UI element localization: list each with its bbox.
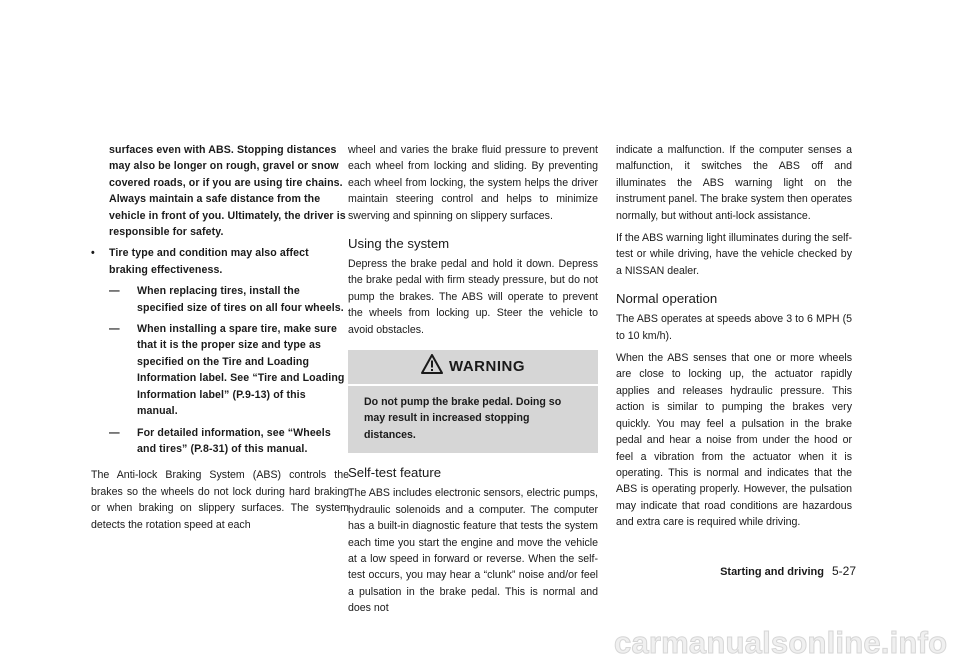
- warning-continuation-text: surfaces even with ABS. Stopping distances may also be longer on rough, gravel or snow covered roads, or if you are using tire chains. Always maintain a safe distance from the vehicle in front of you. Ultimately, the driver is responsible for safety.: [109, 144, 346, 239]
- warning-text: Do not pump the brake pedal. Doing so may result in increased stopping distances.: [364, 396, 562, 441]
- self-test-paragraph: The ABS includes electronic sensors, electric pumps, hydraulic solenoids and a computer. The computer has a built-in diagnostic feature that tests the system each time you start the engine and move the vehicle at a low speed in forward or reverse. When the self-test occurs, you may hear a “clunk” noise and/or feel a pulsation in the brake pedal. This is normal and does not: [348, 487, 598, 615]
- warning-title: WARNING: [449, 357, 525, 375]
- page-number: 5-27: [831, 564, 856, 578]
- heading-using-the-system: Using the system: [348, 236, 450, 252]
- dealer-paragraph: If the ABS warning light illuminates during the self-test or while driving, have the vehicle checked by a NISSAN dealer.: [616, 232, 852, 277]
- bullet-text: Tire type and condition may also affect braking effectiveness.: [109, 247, 309, 276]
- column-left: [91, 142, 349, 533]
- using-system-paragraph: Depress the brake pedal and hold it down. Depress the brake pedal with firm steady pressure, but do not pump the brakes. The ABS will operate to prevent the wheels from locking up. Steer the vehicle to avoid obstacles.: [348, 258, 598, 336]
- dash-item-text: When replacing tires, install the specified size of tires on all four wheels.: [137, 285, 344, 314]
- footer-section-title: Starting and driving: [720, 566, 824, 578]
- dash-item: [91, 321, 349, 419]
- abs-description-paragraph: The Anti-lock Braking System (ABS) controls the brakes so the wheels do not lock during hard braking or when braking on slippery surfaces. The system detects the rotation speed at each: [91, 469, 349, 531]
- warning-continuation: [91, 142, 349, 457]
- column-right: [616, 142, 852, 531]
- speed-paragraph: The ABS operates at speeds above 3 to 6 MPH (5 to 10 km/h).: [616, 313, 852, 342]
- heading-normal-operation: Normal operation: [616, 291, 718, 307]
- warning-triangle-icon: [421, 354, 443, 379]
- bullet-mark: •: [91, 247, 95, 260]
- heading-self-test-feature: Self-test feature: [348, 465, 442, 481]
- dash-item: [91, 425, 349, 458]
- watermark: carmanualsonline.info: [614, 625, 948, 660]
- dash-item: [91, 283, 349, 316]
- malfunction-paragraph: indicate a malfunction. If the computer senses a malfunction, it switches the ABS off and illuminates the ABS warning light on the instrument panel. The brake system then operates normally, but without anti-lock assistance.: [616, 144, 852, 222]
- dash-mark: —: [109, 426, 120, 439]
- page-footer: [706, 564, 856, 578]
- dash-item-text: For detailed information, see “Wheels and tires” (P.8-31) of this manual.: [137, 426, 331, 455]
- column-middle: [348, 142, 598, 617]
- warning-header: [348, 350, 598, 386]
- warning-box: [348, 350, 598, 453]
- bullet-item: [91, 245, 349, 278]
- dash-list: [91, 283, 349, 457]
- dash-mark: —: [109, 285, 120, 298]
- abs-intro-paragraph: wheel and varies the brake fluid pressure to prevent each wheel from locking and sliding. By preventing each wheel from locking, the system helps the driver maintain steering control and helps to minimize swerving and spinning on slippery surfaces.: [348, 144, 598, 222]
- dash-mark: —: [109, 323, 120, 336]
- dash-item-text: When installing a spare tire, make sure that it is the proper size and type as specified on the Tire and Loading Information label. See “Tire and Loading Information label” (P.9-13) of this manual.: [137, 323, 345, 418]
- actuator-paragraph: When the ABS senses that one or more wheels are close to locking up, the actuator rapidly applies and releases hydraulic pressure. This action is similar to pumping the brakes very quickly. You may feel a pulsation in the brake pedal and hear a noise from under the hood or feel a vibration from the actuator when it is operating. This is normal and indicates that the ABS is operating properly. However, the pulsation may indicate that road conditions are hazardous and extra care is required while driving.: [616, 352, 852, 529]
